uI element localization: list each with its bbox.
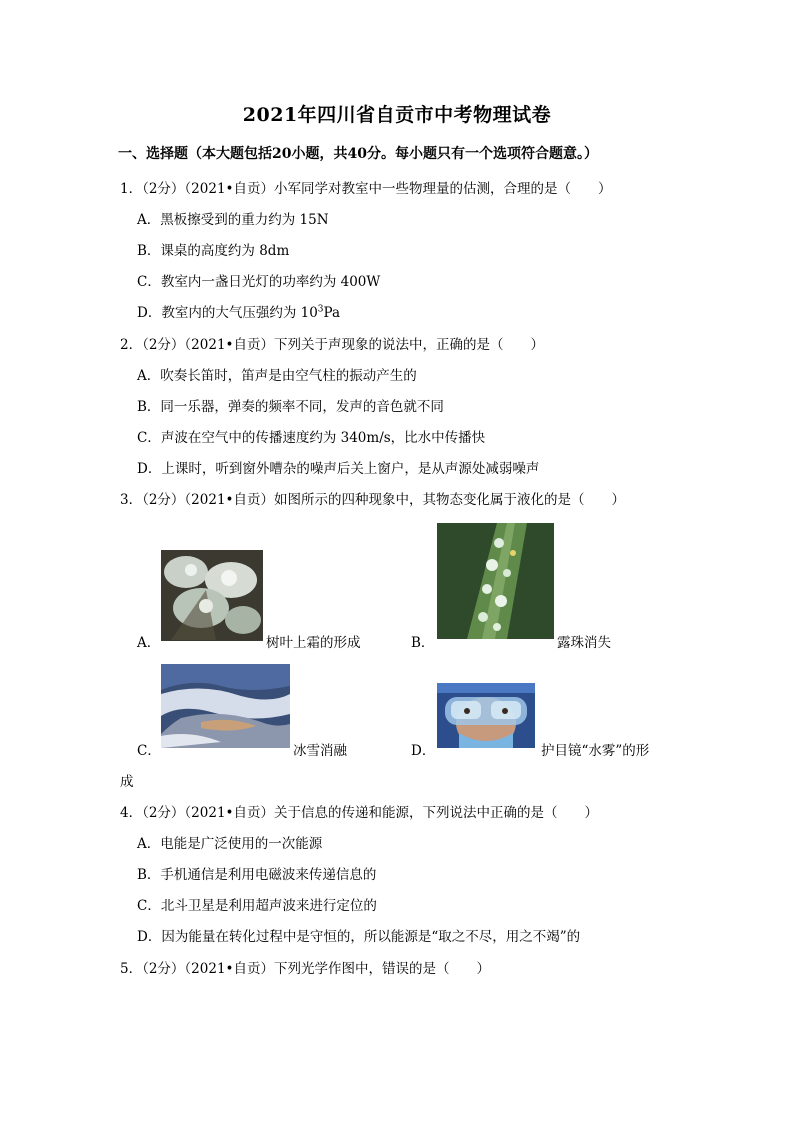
question-4-stem: 4．（2分）（2021•自贡）关于信息的传递和能源，下列说法中正确的是（ ） <box>120 805 598 821</box>
melting-snow-image <box>161 664 290 748</box>
exponent: 3 <box>317 304 324 315</box>
question-1-option-d <box>137 301 340 321</box>
question-3-option-d-wrap: 成 <box>120 774 134 790</box>
unit: Pa <box>323 305 341 321</box>
question-1-option-b: B．课桌的高度约为 8dm <box>137 243 290 259</box>
question-3-option-d-letter: D． <box>411 743 436 759</box>
option-d-text: D．教室内的大气压强约为 10 <box>137 305 318 321</box>
question-5-stem: 5．（2分）（2021•自贡）下列光学作图中，错误的是（ ） <box>120 961 490 977</box>
question-4-option-b: B．手机通信是利用电磁波来传递信息的 <box>137 867 377 883</box>
question-3-option-b-text: 露珠消失 <box>557 635 611 651</box>
question-1-option-c: C．教室内一盏日光灯的功率约为 400W <box>137 274 381 290</box>
question-2-option-d: D．上课时，听到窗外嘈杂的噪声后关上窗户，是从声源处减弱噪声 <box>137 461 540 477</box>
question-3-option-c-letter: C． <box>137 743 161 759</box>
fogged-goggles-image <box>437 683 535 748</box>
question-2-option-a: A．吹奏长笛时，笛声是由空气柱的振动产生的 <box>137 368 417 384</box>
question-3-option-b-letter: B． <box>411 635 435 651</box>
section-heading: 一、选择题（本大题包括20小题，共40分。每小题只有一个选项符合题意。） <box>118 146 598 162</box>
question-4-option-d: D．因为能量在转化过程中是守恒的，所以能源是“取之不尽，用之不竭”的 <box>137 929 581 945</box>
question-1-option-a: A．黑板擦受到的重力约为 15N <box>137 212 329 228</box>
question-3-option-d-text: 护目镜“水雾”的形 <box>541 743 650 759</box>
question-3-option-c-text: 冰雪消融 <box>293 743 347 759</box>
page-title: 2021年四川省自贡市中考物理试卷 <box>242 104 552 126</box>
question-3-stem: 3．（2分）（2021•自贡）如图所示的四种现象中，其物态变化属于液化的是（ ） <box>120 492 625 508</box>
question-4-option-c: C．北斗卫星是利用超声波来进行定位的 <box>137 898 377 914</box>
question-4-option-a: A．电能是广泛使用的一次能源 <box>137 836 323 852</box>
question-3-option-a-letter: A． <box>137 635 161 651</box>
question-2-option-b: B．同一乐器，弹奏的频率不同，发声的音色就不同 <box>137 399 444 415</box>
dew-drops-image <box>437 523 554 639</box>
frost-leaves-image <box>161 550 263 641</box>
question-2-stem: 2．（2分）（2021•自贡）下列关于声现象的说法中，正确的是（ ） <box>120 337 544 353</box>
question-3-option-a-text: 树叶上霜的形成 <box>266 635 361 651</box>
question-2-option-c: C．声波在空气中的传播速度约为 340m/s，比水中传播快 <box>137 430 486 446</box>
question-1-stem: 1．（2分）（2021•自贡）小军同学对教室中一些物理量的估测，合理的是（ ） <box>120 181 612 197</box>
